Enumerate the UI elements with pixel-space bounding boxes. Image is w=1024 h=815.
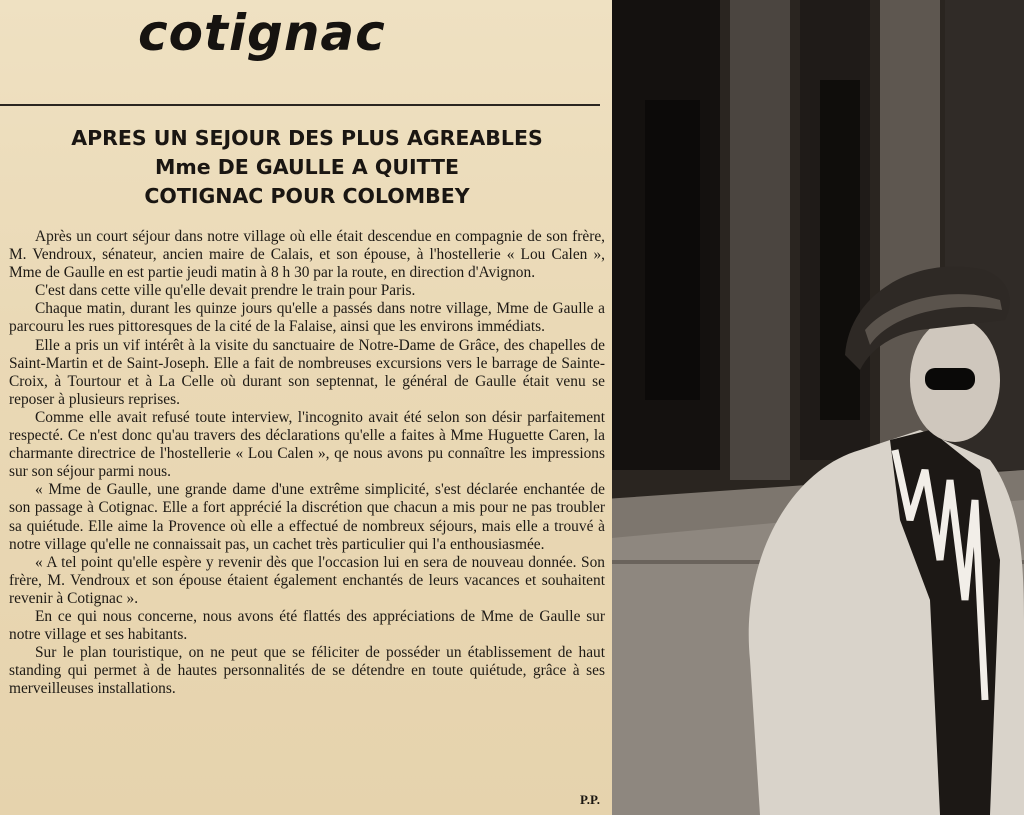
- article-paragraph: « A tel point qu'elle espère y revenir dès que l'occasion lui en sera de nouveau donnée. Son frère, M. Vendroux et son épouse étaient également enchantés de leurs vacances et souhaitent revenir à Cotignac ».: [9, 553, 605, 607]
- article-paragraph: Comme elle avait refusé toute interview, l'incognito avait été selon son désir parfaitement respecté. Ce n'est donc qu'au travers des déclarations qu'elle a faites à Mme Huguette Caren, la charmante directrice de l'hostellerie « Lou Calen », qe nous avons pu connaître les impressions sur son séjour parmi nous.: [9, 408, 605, 481]
- photo-mme-de-gaulle: [590, 0, 1024, 815]
- article-paragraph: En ce qui nous concerne, nous avons été flattés des appréciations de Mme de Gaulle sur notre village et ses habitants.: [9, 607, 605, 644]
- masthead-title: cotignac: [138, 4, 386, 62]
- headline: [14, 124, 600, 211]
- article-body: [9, 228, 605, 698]
- street-photo-illustration: [590, 0, 1024, 815]
- article-signature: P.P.: [580, 792, 600, 807]
- article-paragraph: C'est dans cette ville qu'elle devait prendre le train pour Paris.: [35, 282, 416, 300]
- headline-line: COTIGNAC POUR COLOMBEY: [144, 184, 470, 208]
- masthead: [0, 0, 600, 106]
- article-paragraph: « Mme de Gaulle, une grande dame d'une extrême simplicité, s'est déclarée enchantée de son passage à Cotignac. Elle a fort apprécié la discrétion que chacun a mis pour ne pas troubler sa quiétude. Elle aime la Provence où elle a effectué de nombreux séjours, mais elle a trouvé à notre village qu'elle ne connaissait pas, un cachet très particulier qui l'a enthousiasmée.: [9, 481, 605, 553]
- article-paragraph: Elle a pris un vif intérêt à la visite du sanctuaire de Notre-Dame de Grâce, des chapelles de Saint-Martin et de Saint-Joseph. Elle a fait de nombreuses excursions vers le barrage de Sainte-Croix, à Tourtour et à La Celle où durant son septennat, le général de Gaulle était venu se reposer à plusieurs reprises.: [9, 336, 605, 408]
- article-paragraph: Après un court séjour dans notre village où elle était descendue en compagnie de son frère, M. Vendroux, sénateur, ancien maire de Calais, et son épouse, à l'hostellerie « Lou Calen », Mme de Gaulle en est partie jeudi matin à 8 h 30 par la route, en direction d'Avignon.: [9, 228, 605, 282]
- headline-line: APRES UN SEJOUR DES PLUS AGREABLES: [71, 126, 543, 150]
- article-paragraph: Sur le plan touristique, on ne peut que se féliciter de posséder un établissement de haut standing qui permet à de hautes personnalités de se détendre en toute quiétude, grâce à ses merveilleuses installations.: [9, 644, 605, 698]
- headline-line: Mme DE GAULLE A QUITTE: [154, 155, 460, 179]
- article-paragraph: Chaque matin, durant les quinze jours qu'elle a passés dans notre village, Mme de Gaulle a parcouru les rues pittoresques de la cité de la Falaise, ainsi que les environs immédiats.: [9, 300, 605, 336]
